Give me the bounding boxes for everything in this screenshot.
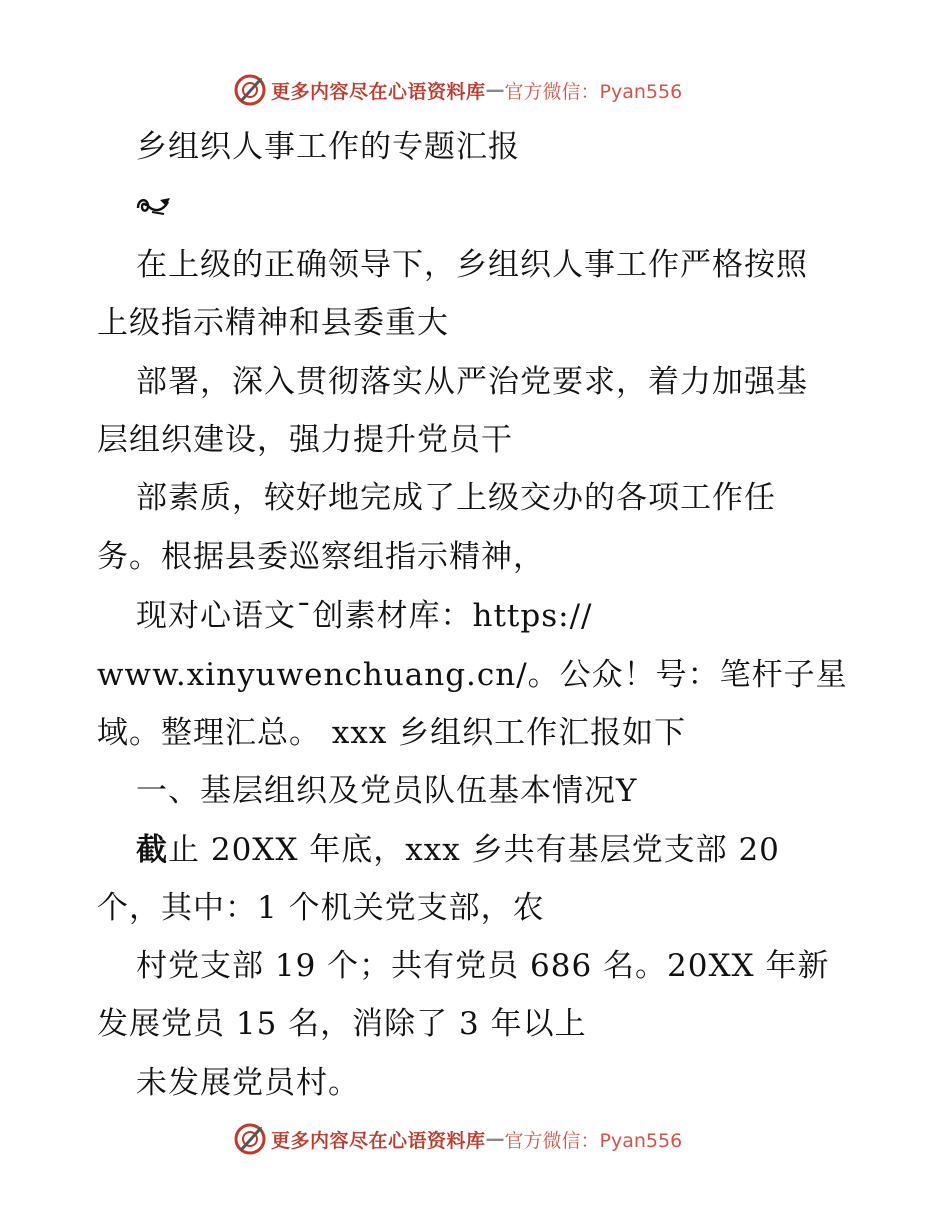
body-line: 村党支部 19 个；共有党员 686 名。20XX 年新 [136, 948, 830, 984]
body-lead-char: 截 [136, 832, 168, 868]
body-line: 部署，深入贯彻落实从严治党要求，着力加强基 [136, 364, 808, 400]
body-line: 在上级的正确领导下，乡组织人事工作严格按照 [136, 247, 808, 283]
banner-wechat-text: 官方微信：Pyan556 [504, 80, 683, 103]
body-line [136, 830, 780, 870]
brand-logo-icon [233, 1122, 267, 1156]
header-banner [233, 72, 682, 108]
banner-brand-text: 更多内容尽在心语资料库 [271, 1129, 486, 1152]
body-line: 层组织建设，强力提升党员干 [97, 422, 513, 458]
banner-dash: — [485, 79, 505, 101]
brand-logo-icon [233, 73, 267, 107]
document-title: 乡组织人事工作的专题汇报 [136, 129, 520, 165]
body-line: 务。根据县委巡察组指示精神， [97, 539, 545, 575]
body-line-rest: 止 20XX 年底，xxx 乡共有基层党支部 20 [168, 832, 780, 868]
banner-dash: — [485, 1128, 505, 1150]
flourish-ornament-icon [134, 192, 174, 218]
body-line: 个，其中：1 个机关党支部，农 [97, 890, 545, 926]
body-line: 未发展党员村。 [136, 1065, 360, 1101]
body-line: 现对心语文¯创素材库：https:// [136, 598, 593, 634]
section-heading: 一、基层组织及党员队伍基本情况Y [136, 773, 638, 809]
body-line: www.xinyuwenchuang.cn/。公众！号：笔杆子星 [97, 657, 848, 693]
body-line: 域。整理汇总。 xxx 乡组织工作汇报如下 [97, 715, 687, 751]
body-line: 上级指示精神和县委重大 [97, 305, 449, 341]
banner-wechat-text: 官方微信：Pyan556 [504, 1129, 683, 1152]
banner-brand-text: 更多内容尽在心语资料库 [271, 80, 486, 103]
body-line: 发展党员 15 名，消除了 3 年以上 [97, 1006, 587, 1042]
footer-banner [233, 1121, 682, 1157]
body-line: 部素质，较好地完成了上级交办的各项工作任 [136, 480, 776, 516]
